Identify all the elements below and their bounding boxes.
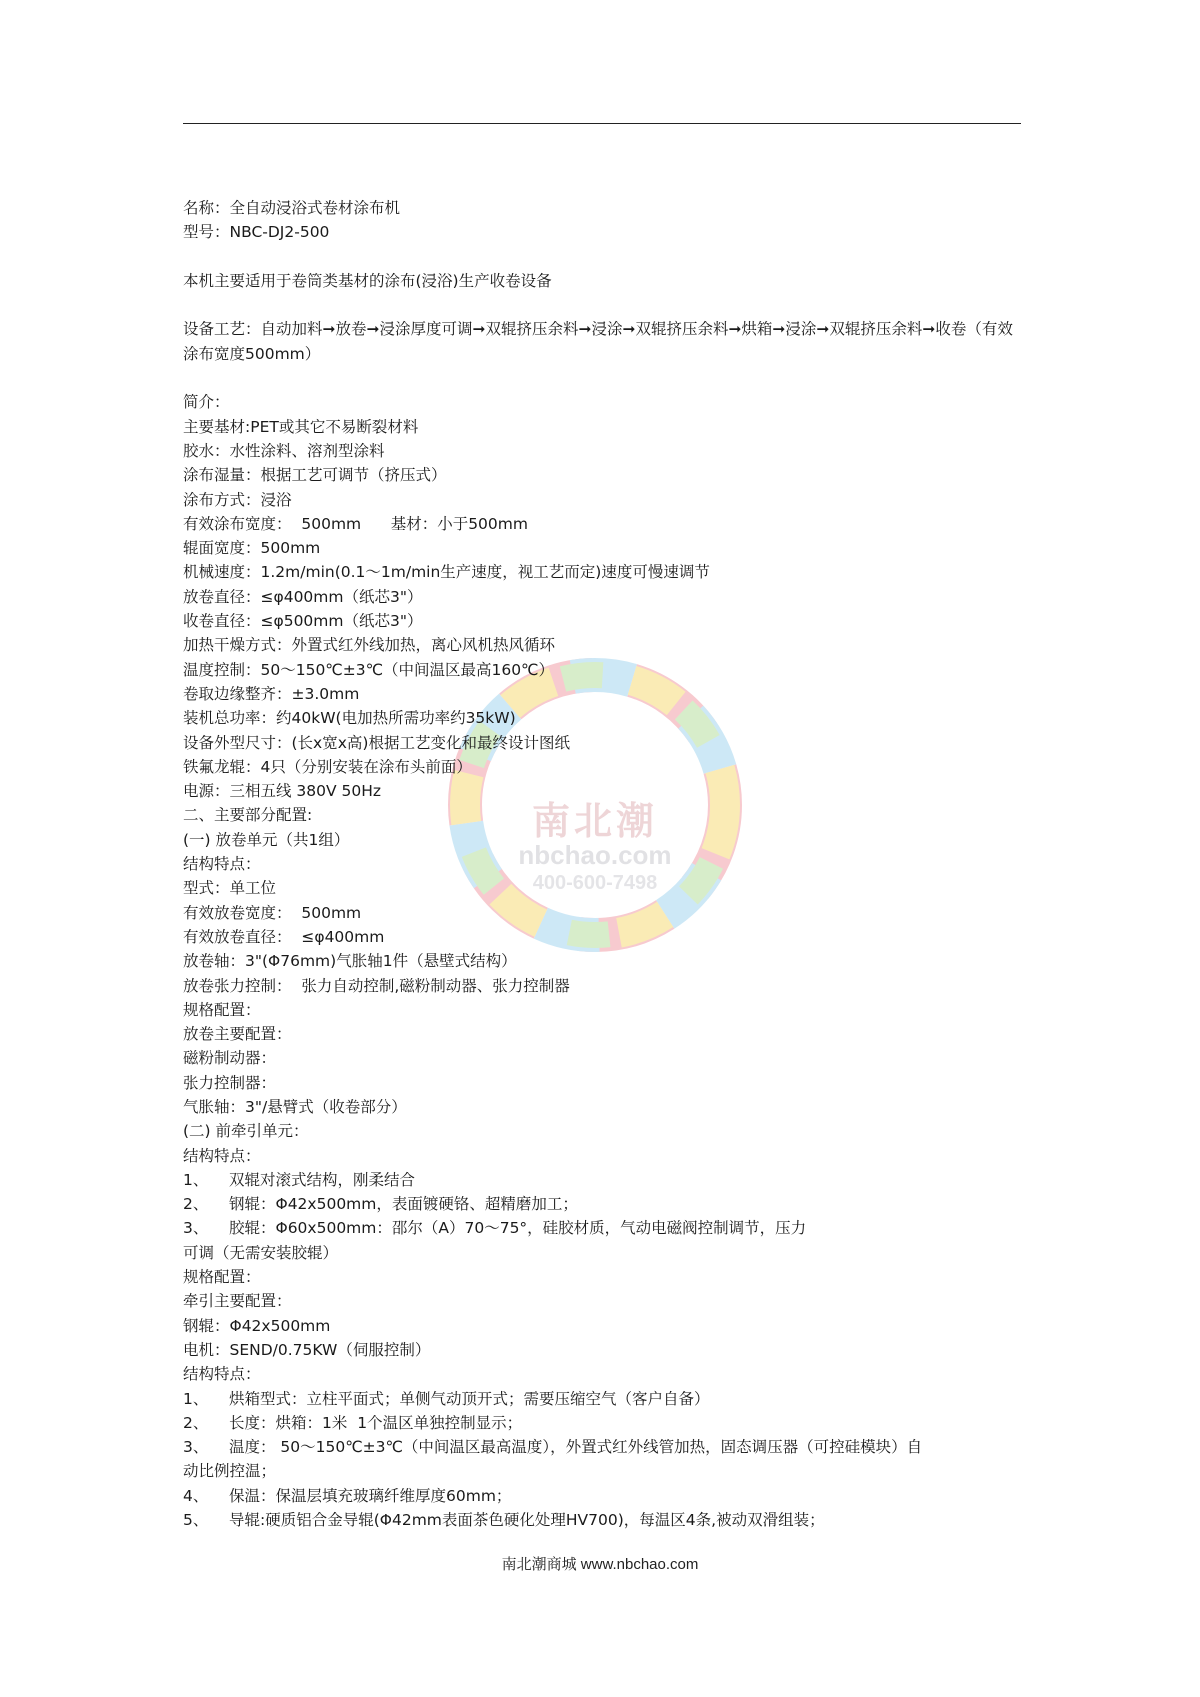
process-flow: 设备工艺：自动加料➞放卷➞浸涂厚度可调➞双辊挤压余料➞浸涂➞双辊挤压余料➞烘箱➞浸涂➞双辊挤压余料➞收卷（有效涂布宽度500mm） — [183, 320, 1013, 363]
traction-line: 牵引主要配置： — [183, 1292, 292, 1311]
traction-line: 钢辊：Φ42x500mm — [183, 1316, 331, 1335]
traction-item-cont: 可调（无需安装胶辊） — [183, 1243, 339, 1262]
intro-line: 放卷直径：≤φ400mm（纸芯3"） — [183, 587, 423, 606]
intro-line: 辊面宽度：500mm — [183, 539, 321, 558]
unwind-line: 结构特点： — [183, 855, 261, 874]
oven-item: 3、 温度： 50～150℃±3℃（中间温区最高温度），外置式红外线管加热，固态调压器（可控硅模块）自 — [183, 1438, 923, 1457]
product-purpose: 本机主要适用于卷筒类基材的涂布(浸浴)生产收卷设备 — [183, 271, 552, 290]
intro-line: 有效涂布宽度： 500mm 基材：小于500mm — [183, 514, 528, 533]
section2-heading: 二、主要部分配置: — [183, 806, 313, 825]
intro-line: 收卷直径：≤φ500mm（纸芯3"） — [183, 612, 423, 631]
watermark-en: nbchao.com — [518, 840, 672, 870]
intro-line: 铁氟龙辊：4只（分别安装在涂布头前面） — [183, 757, 472, 776]
watermark-cn: 南北潮 — [531, 799, 658, 843]
oven-item: 2、 长度：烘箱：1米 1个温区单独控制显示； — [183, 1413, 523, 1432]
traction-heading: (二) 前牵引单元： — [183, 1122, 309, 1141]
traction-item: 2、 钢辊：Φ42x500mm，表面镀硬铬、超精磨加工； — [183, 1195, 578, 1214]
header-rule — [183, 123, 1021, 124]
traction-item: 1、 双辊对滚式结构，刚柔结合 — [183, 1170, 416, 1189]
oven-intro: 结构特点： — [183, 1365, 261, 1384]
intro-line: 电源：三相五线 380V 50Hz — [183, 782, 382, 801]
oven-item-cont: 动比例控温； — [183, 1462, 277, 1481]
intro-line: 加热干燥方式：外置式红外线加热，离心风机热风循环 — [183, 636, 556, 655]
unwind-line: 有效放卷宽度： 500mm — [183, 903, 362, 922]
unwind-line: 规格配置： — [183, 1000, 261, 1019]
product-model: 型号：NBC-DJ2-500 — [183, 223, 330, 242]
unwind-line: 磁粉制动器： — [183, 1049, 277, 1068]
oven-item: 4、 保温：保温层填充玻璃纤维厚度60mm； — [183, 1486, 512, 1505]
unwind-line: 型式：单工位 — [183, 879, 277, 898]
traction-item: 3、 胶辊：Φ60x500mm：邵尔（A）70～75°，硅胶材质，气动电磁阀控制调节，压力 — [183, 1219, 807, 1238]
oven-item: 5、 导辊:硬质铝合金导辊(Φ42mm表面茶色硬化处理HV700)，每温区4条,被动双滑组装； — [183, 1511, 825, 1530]
intro-line: 机械速度：1.2m/min(0.1～1m/min生产速度，视工艺而定)速度可慢速调节 — [183, 563, 710, 582]
intro-line: 卷取边缘整齐：±3.0mm — [183, 684, 360, 703]
traction-intro: 结构特点： — [183, 1146, 261, 1165]
unwind-line: 有效放卷直径： ≤φ400mm — [183, 927, 385, 946]
unwind-line: 放卷张力控制： 张力自动控制,磁粉制动器、张力控制器 — [183, 976, 570, 995]
page-footer: 南北潮商城 www.nbchao.com — [501, 1556, 699, 1573]
intro-line: 温度控制：50～150℃±3℃（中间温区最高160℃） — [183, 660, 554, 679]
intro-line: 主要基材:PET或其它不易断裂材料 — [183, 417, 419, 436]
unwind-line: 气胀轴：3"/悬臂式（收卷部分） — [183, 1097, 407, 1116]
oven-item: 1、 烘箱型式：立柱平面式；单侧气动顶开式；需要压缩空气（客户自备） — [183, 1389, 710, 1408]
traction-line: 电机：SEND/0.75KW（伺服控制） — [183, 1340, 431, 1359]
watermark-tel: 400-600-7498 — [532, 872, 658, 894]
document-body — [183, 196, 1033, 1532]
intro-line: 涂布湿量：根据工艺可调节（挤压式） — [183, 466, 447, 485]
intro-line: 设备外型尺寸：(长x宽x高)根据工艺变化和最终设计图纸 — [183, 733, 570, 752]
intro-heading: 简介： — [183, 393, 230, 412]
unwind-line: 张力控制器： — [183, 1073, 277, 1092]
unwind-line: 放卷主要配置： — [183, 1025, 292, 1044]
unwind-heading: (一) 放卷单元（共1组） — [183, 830, 350, 849]
unwind-line: 放卷轴：3"(Φ76mm)气胀轴1件（悬壁式结构） — [183, 952, 517, 971]
traction-line: 规格配置： — [183, 1268, 261, 1287]
product-name: 名称：全自动浸浴式卷材涂布机 — [183, 199, 401, 217]
intro-line: 涂布方式：浸浴 — [183, 490, 292, 509]
intro-line: 装机总功率：约40kW(电加热所需功率约35kW) — [183, 709, 516, 728]
intro-line: 胶水：水性涂料、溶剂型涂料 — [183, 441, 385, 460]
